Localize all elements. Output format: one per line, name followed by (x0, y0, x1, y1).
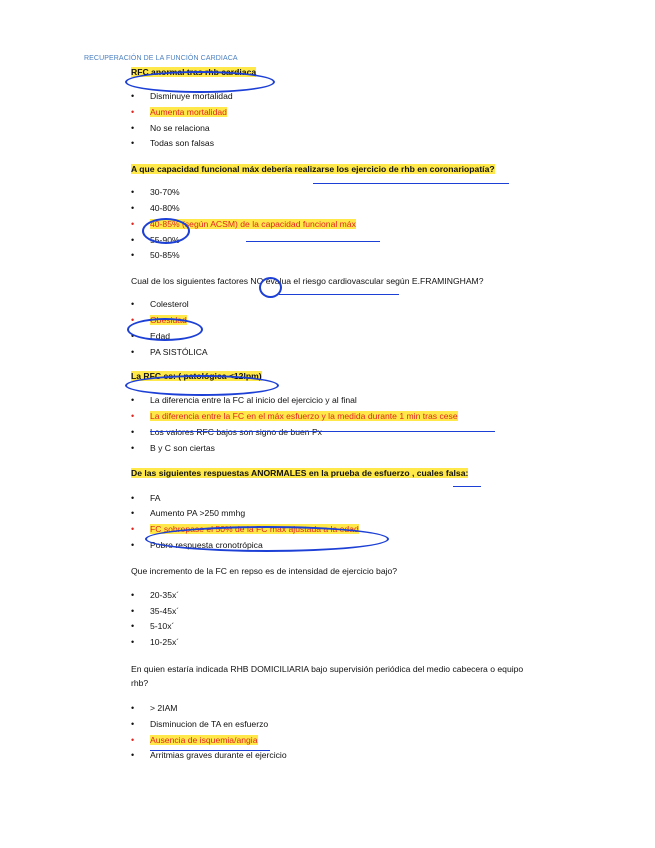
option-item: • B y C son ciertas (131, 441, 551, 457)
question-block (131, 66, 551, 152)
option-item: • Colesterol (131, 297, 551, 313)
document-header: RECUPERACIÓN DE LA FUNCIÓN CARDIACA (84, 55, 238, 62)
option-item: • 50-85% (131, 248, 551, 264)
option-item-correct: • FC sobrepase el 50% de la FC max ajustada a la edad (131, 522, 551, 538)
question-block (131, 565, 551, 651)
option-item: • 20-35x´ (131, 588, 551, 604)
question-text: RFC anormal tras rhb cardiaca (131, 67, 257, 77)
option-item: • Edad (131, 329, 551, 345)
option-item: • 55-90% (131, 233, 551, 249)
question-text: Que incremento de la FC en repso es de intensidad de ejercicio bajo? (131, 565, 398, 576)
option-item-correct: • Obesidad (131, 313, 551, 329)
question-block (131, 370, 551, 456)
option-item: • 10-25x´ (131, 635, 551, 651)
option-list (131, 89, 551, 152)
option-item: • 35-45x´ (131, 604, 551, 620)
option-item: • PA SISTÓLICA (131, 345, 551, 361)
question-block (131, 275, 551, 360)
question-block (131, 163, 551, 264)
question-list (131, 66, 551, 774)
option-item: • Disminucion de TA en esfuerzo (131, 717, 551, 733)
question-text: Cual de los siguientes factores NO evalua el riesgo cardiovascular según E.FRAMINGHAM? (131, 276, 484, 287)
option-item-correct: • La diferencia entre la FC en el máx esfuerzo y la medida durante 1 min tras cese (131, 409, 551, 425)
option-item: • Los valores RFC bajos son signo de buen Px (131, 425, 551, 441)
option-item: • 5-10x´ (131, 619, 551, 635)
option-item: • 30-70% (131, 185, 551, 201)
option-item: • Aumento PA >250 mmhg (131, 506, 551, 522)
option-item-correct: • 40-85% (según ACSM) de la capacidad funcional máx (131, 217, 551, 233)
option-item: • La diferencia entre la FC al inicio del ejercicio y al final (131, 393, 551, 409)
option-list (131, 491, 551, 554)
option-item: • > 2IAM (131, 701, 551, 717)
option-item-correct: • Aumenta mortalidad (131, 105, 551, 121)
option-item: • No se relaciona (131, 121, 551, 137)
option-item: • Todas son falsas (131, 136, 551, 152)
option-list (131, 297, 551, 360)
question-text: En quien estaría indicada RHB DOMICILIARIA bajo supervisión periódica del medio cabecera o equipo rhb? (131, 663, 524, 688)
option-item-correct: • Ausencia de isquemia/angia (131, 733, 551, 749)
option-item: • Pobre respuesta cronotrópica (131, 538, 551, 554)
question-text: De las siguientes respuestas ANORMALES en la prueba de esfuerzo , cuales falsa: (131, 467, 469, 478)
question-block (131, 662, 551, 764)
option-list (131, 393, 551, 456)
question-text: La RFC es: ( patológica <12lpm) (131, 371, 262, 382)
question-block (131, 467, 551, 554)
option-item: • Arritmias graves durante el ejercicio (131, 748, 551, 764)
option-item: • FA (131, 491, 551, 507)
option-item: • Disminuye mortalidad (131, 89, 551, 105)
question-text: A que capacidad funcional máx debería realizarse los ejercicio de rhb en coronariopatía? (131, 164, 495, 175)
option-list (131, 701, 551, 764)
option-item: • 40-80% (131, 201, 551, 217)
option-list (131, 185, 551, 264)
option-list (131, 588, 551, 651)
